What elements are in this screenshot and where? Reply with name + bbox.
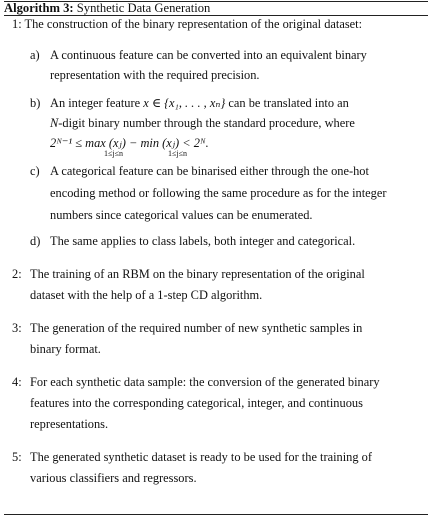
text-run: An integer feature <box>50 96 144 110</box>
substep-c-line: encoding method or following the same procedure as for the integer <box>50 186 387 200</box>
step-4-line: representations. <box>30 417 109 431</box>
formula-subscript: 1≤j≤n <box>168 149 188 158</box>
step-4-number: 4: <box>12 375 22 389</box>
algorithm-name: Synthetic Data Generation <box>76 1 211 15</box>
text-run: -digit binary number through the standard procedure, where <box>58 116 355 130</box>
substep-a-label: a) <box>30 48 40 62</box>
algorithm-box <box>4 0 428 516</box>
step-4-line: For each synthetic data sample: the conversion of the generated binary <box>30 375 380 389</box>
bottom-rule <box>4 514 428 515</box>
step-text: The construction of the binary representation of the original dataset: <box>24 17 363 31</box>
substep-d-line: The same applies to class labels, both integer and categorical. <box>50 234 356 248</box>
formula-subscript: 1≤j≤n <box>104 149 124 158</box>
substep-c-line: numbers since categorical values can be enumerated. <box>50 208 313 222</box>
substep-b-line-1 <box>50 95 349 111</box>
algorithm-label: Algorithm 3: <box>4 1 74 15</box>
step-1 <box>12 16 362 32</box>
substep-c-label: c) <box>30 164 40 178</box>
step-2-line: The training of an RBM on the binary representation of the original <box>30 267 365 281</box>
text-run: can be translated into an <box>225 96 349 110</box>
step-4-line: features into the corresponding categorical, integer, and continuous <box>30 396 363 410</box>
substep-b-line-2 <box>50 115 355 131</box>
step-3-line: The generation of the required number of new synthetic samples in <box>30 321 363 335</box>
math-expression: N <box>50 116 59 130</box>
inequality-formula: 2ᴺ⁻¹ ≤ max (xⱼ) − min (xⱼ) < 2ᴺ. <box>50 136 209 150</box>
substep-b-label: b) <box>30 96 41 110</box>
step-5-line: various classifiers and regressors. <box>30 471 197 485</box>
algorithm-title <box>4 1 210 15</box>
step-number: 1: <box>12 17 22 31</box>
substep-a-line: representation with the required precision. <box>50 68 260 82</box>
step-3-line: binary format. <box>30 342 101 356</box>
step-2-number: 2: <box>12 267 22 281</box>
substep-d-label: d) <box>30 234 41 248</box>
math-expression: x ∈ {x₁, . . . , xₙ} <box>143 96 226 110</box>
step-5-line: The generated synthetic dataset is ready to be used for the training of <box>30 450 372 464</box>
step-2-line: dataset with the help of a 1-step CD algorithm. <box>30 288 263 302</box>
substep-c-line: A categorical feature can be binarised either through the one-hot <box>50 164 369 178</box>
substep-a-line: A continuous feature can be converted into an equivalent binary <box>50 48 367 62</box>
step-3-number: 3: <box>12 321 22 335</box>
step-5-number: 5: <box>12 450 22 464</box>
